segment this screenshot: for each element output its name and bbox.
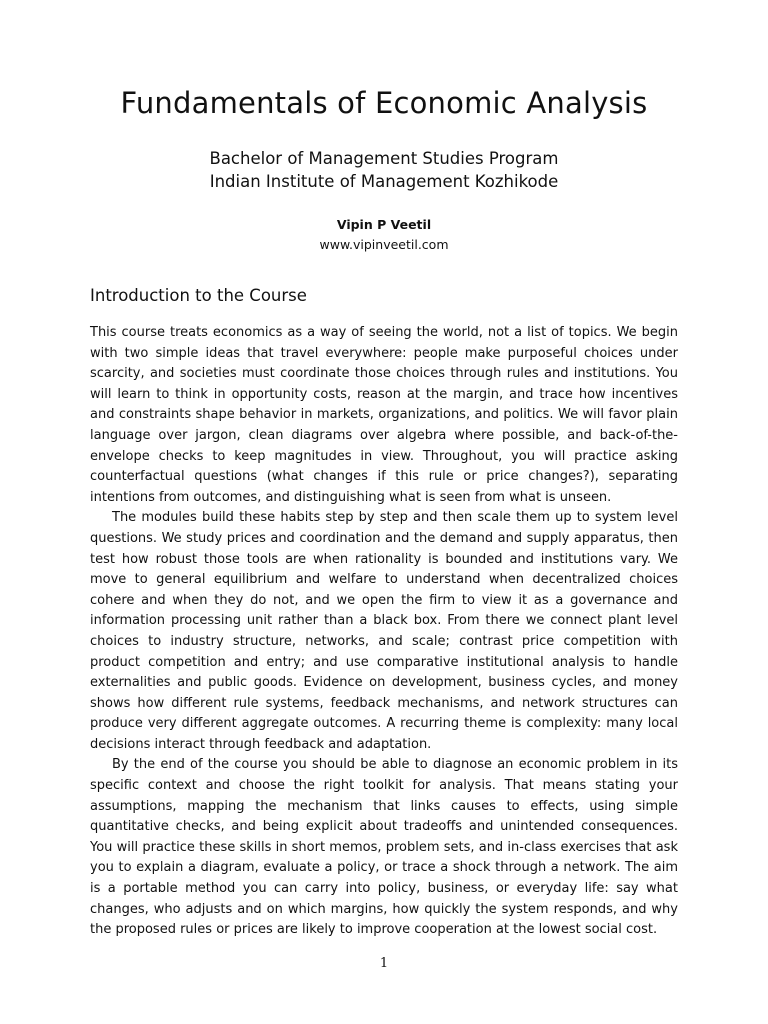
institute-name: Indian Institute of Management Kozhikode <box>209 172 559 191</box>
program-name: Bachelor of Management Studies Program <box>209 149 559 168</box>
section-heading: Introduction to the Course <box>90 286 307 305</box>
author-website: www.vipinveetil.com <box>319 237 449 252</box>
page-number: 1 <box>379 956 389 971</box>
document-title: Fundamentals of Economic Analysis <box>120 86 648 120</box>
paragraph-2: The modules build these habits step by step and then scale them up to system level questions. We study prices and coordination and the demand and supply apparatus, then test how robust those tools are when rationality is bounded and institutions vary. We move to general equilibrium and welfare to understand when decentralized choices cohere and when they do not, and we open the firm to view it as a governance and information processing unit rather than a black box. From there we connect plant level choices to industry structure, networks, and scale; contrast price competition with product competition and entry; and use comparative institutional analysis to handle externalities and public goods. Evidence on development, business cycles, and money shows how different rule systems, feedback mechanisms, and network structures can produce very different aggregate outcomes. A recurring theme is complexity: many local decisions interact through feedback and adaptation. <box>90 510 678 752</box>
paragraph-1: This course treats economics as a way of seeing the world, not a list of topics. We begin with two simple ideas that travel everywhere: people make purposeful choices under scarcity, and societies must coordinate those choices through rules and institutions. You will learn to think in opportunity costs, reason at the margin, and trace how incentives and constraints shape behavior in markets, organizations, and politics. We will favor plain language over jargon, clean diagrams over algebra where possible, and back-of-the-envelope checks to keep magnitudes in view. Throughout, you will practice asking counterfactual questions (what changes if this rule or price changes?), separating intentions from outcomes, and distinguishing what is seen from what is unseen. <box>90 325 678 505</box>
author-name: Vipin P Veetil <box>336 217 432 232</box>
body-text <box>90 323 678 941</box>
paragraph-3: By the end of the course you should be able to diagnose an economic problem in its specific context and choose the right toolkit for analysis. That means stating your assumptions, mapping the mechanism that links causes to effects, using simple quantitative checks, and being explicit about tradeoffs and unintended consequences. You will practice these skills in short memos, problem sets, and in-class exercises that ask you to explain a diagram, evaluate a policy, or trace a shock through a network. The aim is a portable method you can carry into policy, business, or everyday life: say what changes, who adjusts and on which margins, how quickly the system responds, and why the proposed rules or prices are likely to improve cooperation at the lowest social cost. <box>90 757 678 938</box>
